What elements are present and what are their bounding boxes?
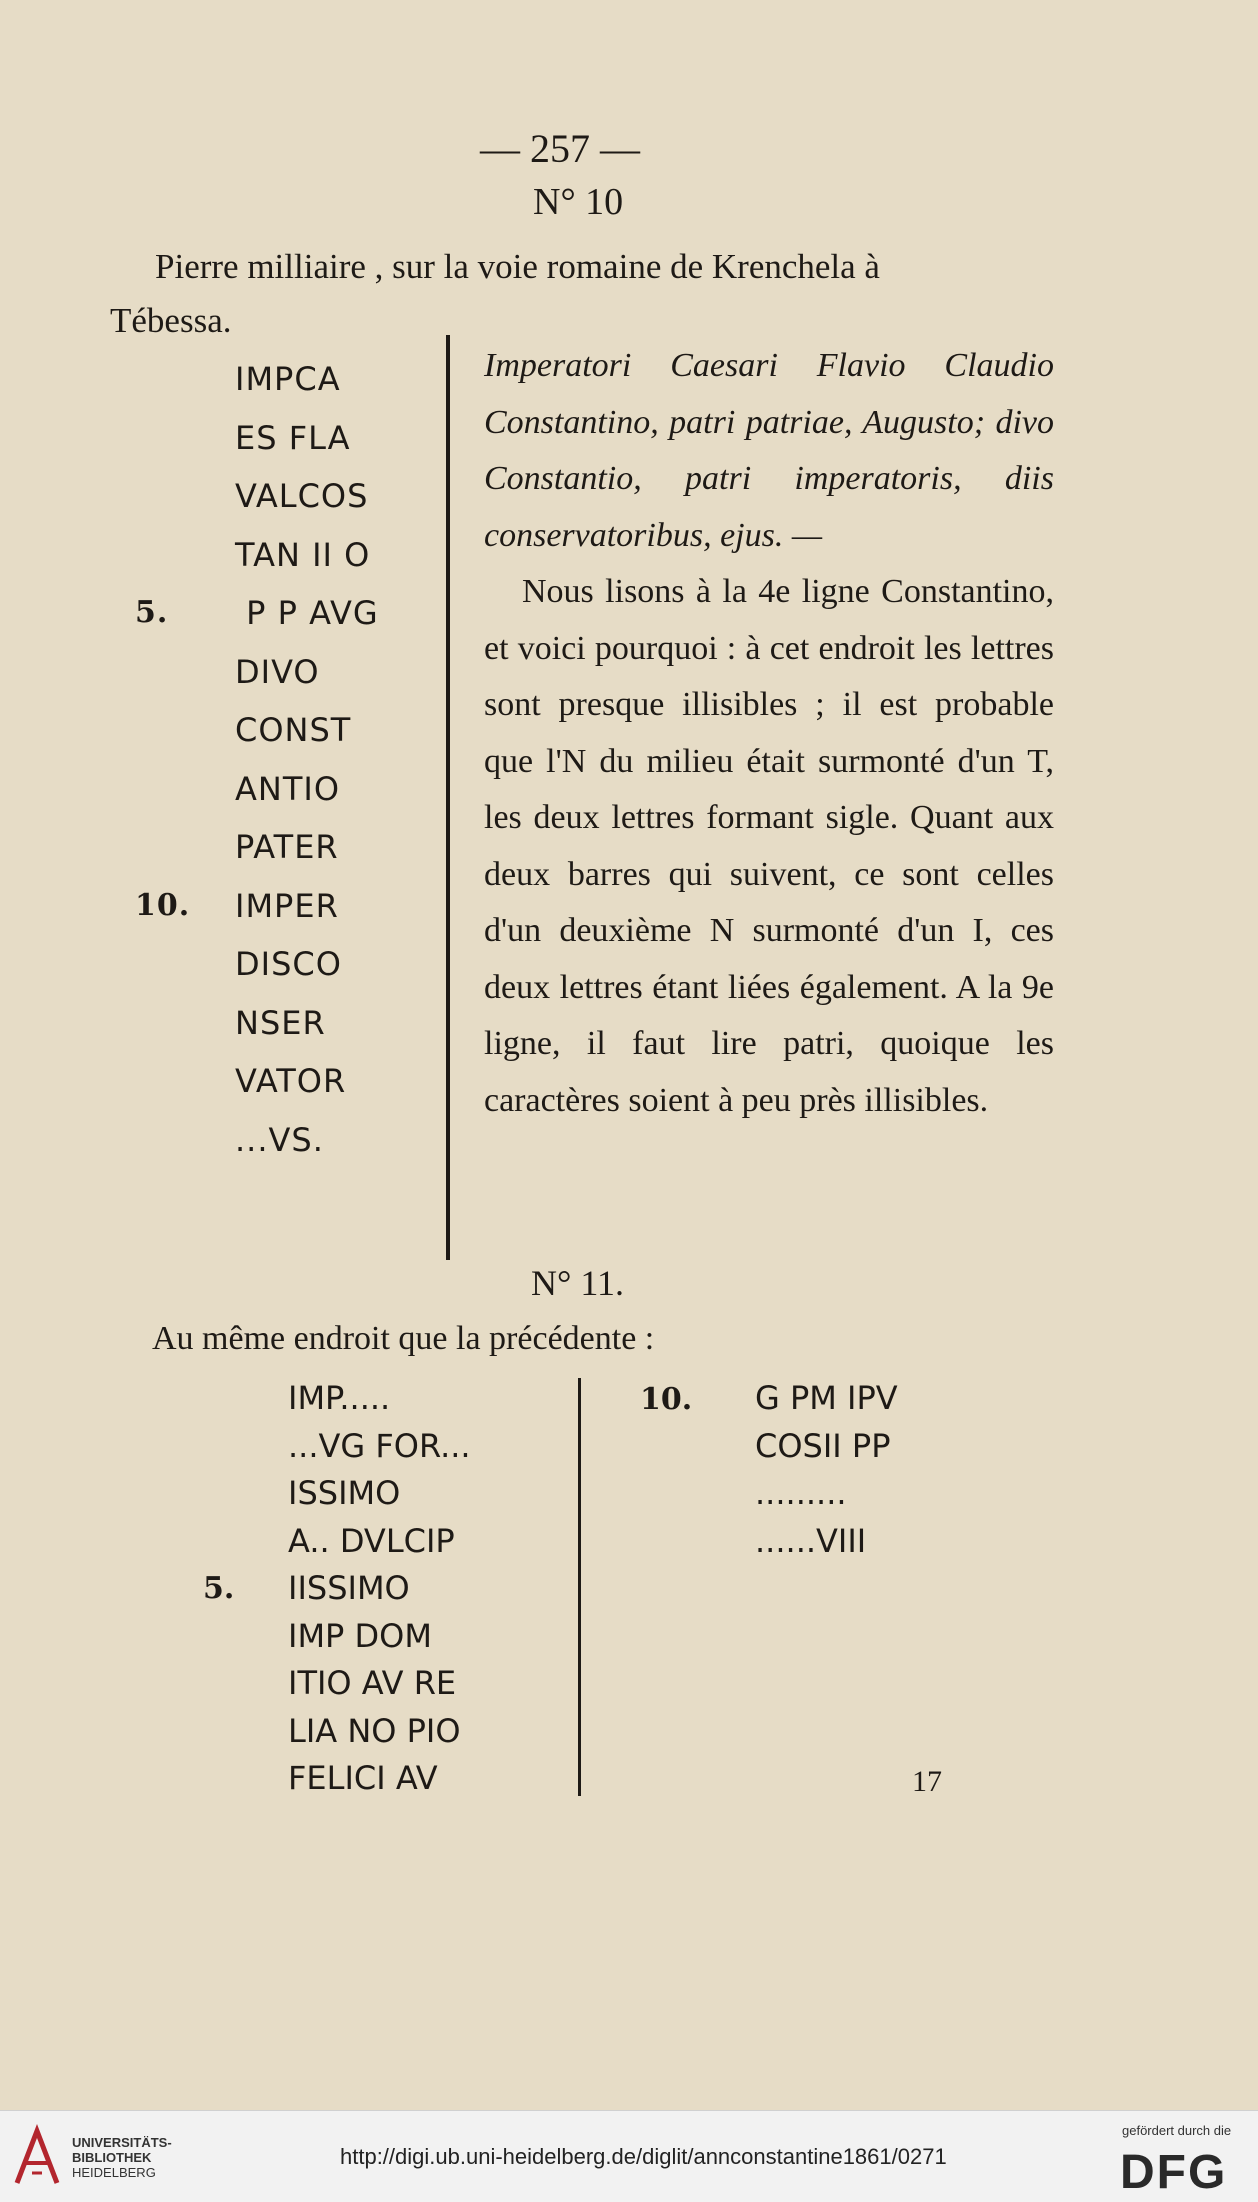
intro-no11: Au même endroit que la précédente :	[152, 1320, 655, 1357]
inscription-line	[235, 935, 379, 994]
line-number: 5.	[135, 595, 169, 630]
inscription-no11-left	[203, 1375, 471, 1803]
page-number: — 257 —	[480, 126, 640, 171]
inscription-line	[235, 350, 379, 409]
inscription-line	[288, 1708, 471, 1756]
inscription-text: ANTIO	[235, 769, 340, 808]
line-number: 10.	[135, 887, 191, 923]
library-line-1: UNIVERSITÄTS-	[72, 2135, 172, 2150]
inscription-line	[235, 1052, 379, 1111]
inscription-text: PATER	[235, 828, 339, 866]
inscription-line	[640, 1518, 898, 1566]
inscription-text: A.. DVLCIP	[288, 1521, 455, 1560]
inscription-text: IMP DOM	[288, 1616, 432, 1655]
inscription-no10	[135, 350, 379, 1169]
inscription-text: VATOR	[235, 1062, 347, 1100]
inscription-text: CONST	[235, 711, 352, 749]
inscription-text: ES FLA	[235, 418, 351, 457]
inscription-text: IMPER	[235, 886, 339, 925]
inscription-text: ...VS.	[235, 1120, 324, 1159]
line-number: 10.	[640, 1382, 693, 1417]
inscription-line	[288, 1613, 471, 1661]
inscription-text: P P AVG	[235, 594, 379, 632]
inscription-text: DIVO	[235, 652, 320, 691]
section-title-no10: N° 10	[533, 181, 624, 223]
inscription-text: ISSIMO	[288, 1474, 401, 1512]
library-line-3: HEIDELBERG	[72, 2165, 156, 2180]
inscription-text: TAN II O	[235, 535, 371, 574]
column-divider-no11	[578, 1378, 581, 1796]
dfg-logo: DFG	[1120, 2146, 1228, 2199]
inscription-line	[640, 1375, 898, 1423]
inscription-text: DISCO	[235, 945, 342, 983]
inscription-no11-right	[640, 1375, 898, 1565]
footer-bar	[0, 2110, 1258, 2202]
inscription-line	[640, 1423, 898, 1471]
inscription-text: LIA NO PIO	[288, 1711, 461, 1750]
inscription-line	[235, 818, 379, 877]
library-name	[72, 2135, 172, 2180]
line-number: 5.	[203, 1571, 235, 1606]
intro-line-1: Pierre milliaire , sur la voie romaine de Krenchela à	[155, 247, 880, 286]
inscription-text: ...VG FOR...	[288, 1426, 471, 1465]
inscription-line	[235, 760, 379, 819]
translation-commentary	[484, 338, 1054, 1129]
inscription-line	[235, 409, 379, 468]
inscription-line	[235, 467, 379, 526]
inscription-text: IISSIMO	[288, 1569, 410, 1607]
inscription-line	[203, 1565, 471, 1613]
inscription-text: ITIO AV RE	[288, 1664, 457, 1702]
commentary-paragraph: Nous lisons à la 4e ligne Constantino, et voici pourquoi : à cet endroit les lettres sont presque illisibles ; il est probable que l'N du milieu était surmonté d'un T, les deux lettres formant sigle. Quant aux deux barres qui suivent, ce sont celles d'un deuxième N surmonté d'un I, ces deux lettres étant liées également. A la 9e ligne, il faut lire patri, quoique les caractères soient à peu près illisibles.	[484, 573, 1054, 1119]
column-divider	[446, 335, 450, 1260]
inscription-text: VALCOS	[235, 477, 369, 515]
inscription-line	[135, 584, 379, 643]
inscription-text: FELICI AV	[288, 1759, 438, 1797]
inscription-text: ......VIII	[755, 1521, 867, 1560]
inscription-line	[235, 526, 379, 585]
latin-translation: Imperatori Caesari Flavio Claudio Constantino, patri patriae, Augusto; divo Constantio, patri imperatoris, diis conservatoribus, ejus. —	[484, 347, 1054, 554]
intro-line-2: Tébessa.	[110, 301, 232, 340]
funded-by-label: gefördert durch die	[1122, 2123, 1232, 2138]
source-url[interactable]: http://digi.ub.uni-heidelberg.de/diglit/annconstantine1861/0271	[340, 2144, 947, 2169]
inscription-line	[235, 643, 379, 702]
inscription-text: COSII PP	[755, 1426, 891, 1465]
inscription-text: IMP.....	[288, 1379, 391, 1417]
intro-paragraph	[110, 240, 1070, 348]
inscription-line	[288, 1518, 471, 1566]
inscription-line	[288, 1755, 471, 1803]
inscription-line	[135, 877, 379, 936]
signature-mark: 17	[912, 1765, 942, 1798]
inscription-line	[235, 1111, 379, 1170]
inscription-line	[288, 1660, 471, 1708]
inscription-text: .........	[755, 1474, 847, 1512]
inscription-text: NSER	[235, 1003, 326, 1042]
inscription-line	[288, 1375, 471, 1423]
inscription-line	[288, 1423, 471, 1471]
inscription-line	[235, 994, 379, 1053]
university-logo-icon	[12, 2123, 62, 2191]
inscription-line	[288, 1470, 471, 1518]
inscription-line	[235, 701, 379, 760]
inscription-line	[640, 1470, 898, 1518]
library-line-2: BIBLIOTHEK	[72, 2150, 152, 2165]
inscription-text: G PM IPV	[755, 1379, 898, 1417]
inscription-text: IMPCA	[235, 360, 341, 398]
section-title-no11: N° 11.	[531, 1263, 625, 1303]
